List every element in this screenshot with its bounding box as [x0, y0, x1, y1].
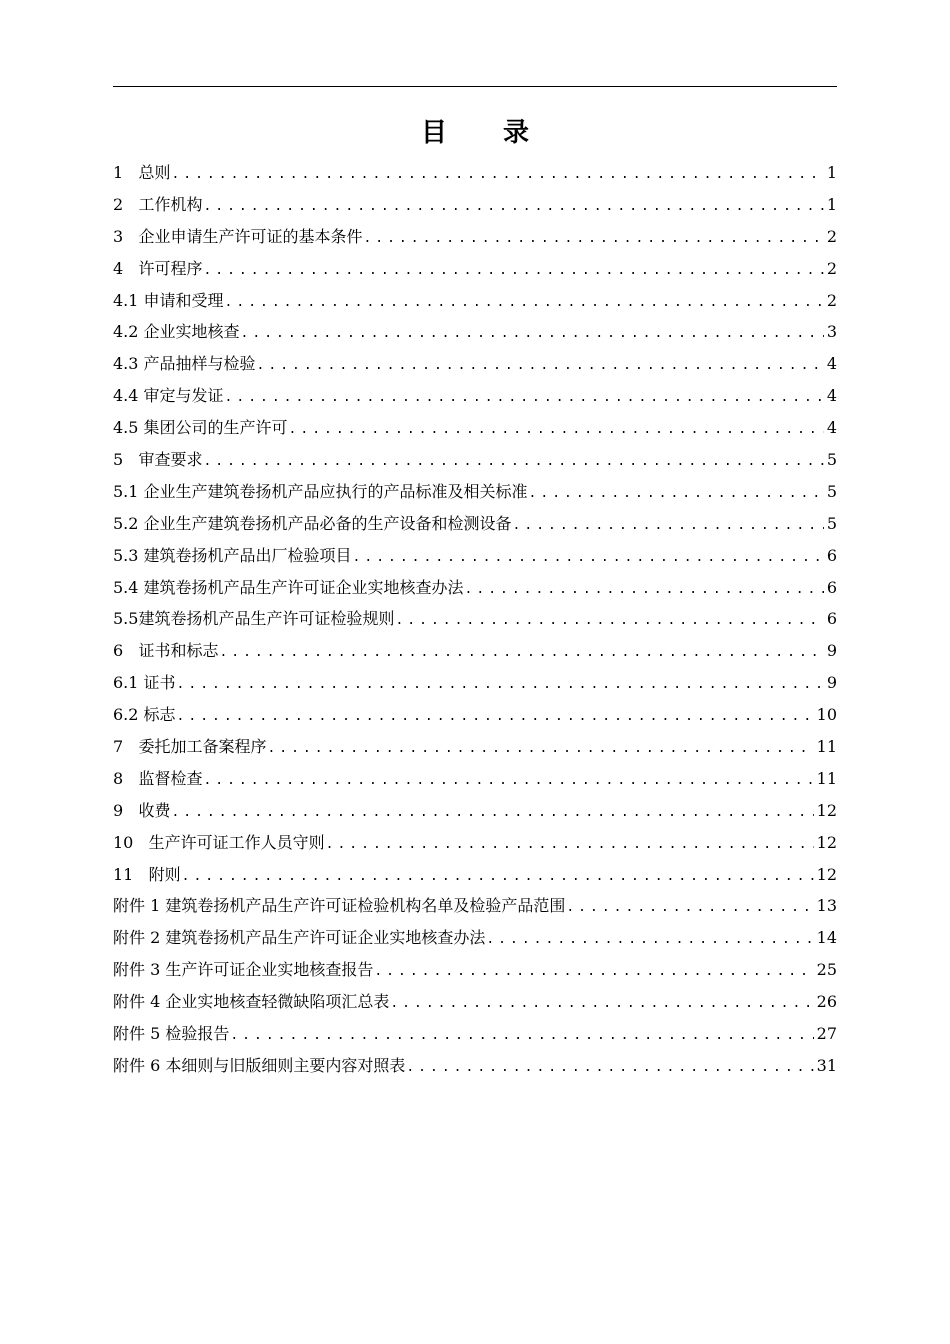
toc-page-number: 6 — [826, 545, 837, 565]
toc-entry-title: 产品抽样与检验 — [143, 354, 256, 374]
toc-entry-title: 审查要求 — [138, 450, 203, 470]
toc-page-number: 5 — [826, 513, 837, 533]
toc-entry[interactable] — [113, 380, 837, 412]
toc-entry[interactable] — [113, 412, 837, 444]
toc-page-number: 10 — [816, 705, 837, 725]
toc-page-number: 4 — [826, 354, 837, 374]
toc-page-number: 5 — [826, 450, 837, 470]
toc-entry-title: 工作机构 — [138, 194, 203, 214]
toc-dot-leader — [289, 414, 824, 444]
toc-dot-leader — [203, 765, 813, 795]
toc-dot-leader — [465, 574, 824, 604]
toc-page-number: 4 — [826, 418, 837, 438]
toc-entry-title: 建筑卷扬机产品生产许可证企业实地核查办法 — [143, 577, 464, 597]
toc-dot-leader — [219, 637, 823, 667]
toc-dot-leader — [171, 159, 823, 189]
toc-entry[interactable] — [113, 540, 837, 572]
toc-entry[interactable] — [113, 253, 837, 285]
toc-entry-number: 5.5 — [113, 609, 139, 629]
toc-entry-title: 委托加工备案程序 — [138, 737, 267, 757]
toc-entry-number: 5.1 — [113, 481, 144, 501]
toc-entry-title: 附件 5 检验报告 — [113, 1024, 230, 1044]
toc-page-number: 12 — [816, 800, 837, 820]
toc-entry[interactable] — [113, 699, 837, 731]
toc-page-number: 12 — [816, 832, 837, 852]
toc-entry-number: 4.4 — [113, 386, 144, 406]
toc-entry-number: 5.2 — [113, 513, 144, 533]
title-char-1: 目 — [420, 118, 447, 148]
toc-dot-leader — [177, 669, 824, 699]
toc-entry-number: 4.1 — [113, 290, 144, 310]
toc-entry[interactable] — [113, 572, 837, 604]
toc-entry-number: 5 — [113, 450, 139, 470]
toc-entry-number: 2 — [113, 194, 139, 214]
toc-entry-title: 建筑卷扬机产品出厂检验项目 — [143, 545, 352, 565]
toc-dot-leader — [177, 701, 814, 731]
toc-entry[interactable] — [113, 890, 837, 922]
toc-dot-leader — [203, 191, 823, 221]
toc-entry-title: 集团公司的生产许可 — [143, 418, 288, 438]
toc-entry-title: 企业生产建筑卷扬机产品必备的生产设备和检测设备 — [143, 513, 512, 533]
toc-entry-title: 标志 — [143, 705, 176, 725]
toc-page-number: 26 — [816, 992, 837, 1012]
toc-dot-leader — [171, 797, 813, 827]
toc-dot-leader — [566, 892, 813, 922]
toc-entry-number: 6.1 — [113, 673, 144, 693]
toc-page-number: 9 — [826, 673, 837, 693]
toc-entry-title: 附件 3 生产许可证企业实地核查报告 — [113, 960, 374, 980]
toc-page-number: 6 — [826, 577, 837, 597]
title-char-2: 录 — [503, 118, 530, 148]
toc-page-number: 25 — [816, 960, 837, 980]
toc-page-number: 11 — [816, 768, 837, 788]
toc-page-number: 2 — [826, 258, 837, 278]
toc-dot-leader — [203, 446, 823, 476]
toc-page-number: 9 — [826, 641, 837, 661]
table-of-contents — [113, 157, 837, 1082]
toc-entry[interactable] — [113, 635, 837, 667]
header-rule — [113, 86, 837, 87]
toc-page-number: 6 — [826, 609, 837, 629]
toc-entry-number: 6.2 — [113, 705, 144, 725]
toc-entry[interactable] — [113, 189, 837, 221]
toc-entry[interactable] — [113, 603, 837, 635]
toc-page-number: 11 — [816, 737, 837, 757]
toc-entry-number: 5.4 — [113, 577, 144, 597]
toc-dot-leader — [203, 255, 823, 285]
toc-entry[interactable] — [113, 795, 837, 827]
toc-entry[interactable] — [113, 922, 837, 954]
toc-dot-leader — [257, 350, 824, 380]
toc-dot-leader — [225, 382, 824, 412]
toc-entry-number: 7 — [113, 737, 139, 757]
toc-entry-number: 4.2 — [113, 322, 144, 342]
toc-entry-title: 附件 6 本细则与旧版细则主要内容对照表 — [113, 1055, 406, 1075]
toc-dot-leader — [390, 988, 813, 1018]
toc-entry[interactable] — [113, 731, 837, 763]
toc-entry-title: 附件 2 建筑卷扬机产品生产许可证企业实地核查办法 — [113, 928, 486, 948]
toc-entry-title: 生产许可证工作人员守则 — [148, 832, 325, 852]
toc-page-number: 2 — [826, 290, 837, 310]
toc-page-number: 5 — [826, 481, 837, 501]
toc-entry[interactable] — [113, 221, 837, 253]
toc-entry-title: 附件 4 企业实地核查轻微缺陷项汇总表 — [113, 992, 390, 1012]
toc-entry[interactable] — [113, 827, 837, 859]
toc-entry-title: 申请和受理 — [143, 290, 224, 310]
toc-entry[interactable] — [113, 157, 837, 189]
toc-entry-title: 企业申请生产许可证的基本条件 — [138, 226, 363, 246]
toc-entry-title: 审定与发证 — [143, 386, 224, 406]
toc-dot-leader — [529, 478, 824, 508]
toc-entry-title: 附则 — [148, 864, 181, 884]
toc-dot-leader — [486, 924, 813, 954]
toc-entry[interactable] — [113, 1018, 837, 1050]
toc-page-number: 1 — [826, 163, 837, 182]
toc-entry[interactable] — [113, 444, 837, 476]
toc-entry[interactable] — [113, 1050, 837, 1082]
toc-entry[interactable] — [113, 859, 837, 891]
toc-entry-number: 8 — [113, 768, 139, 788]
toc-dot-leader — [230, 1020, 813, 1050]
toc-entry-title: 证书和标志 — [138, 641, 219, 661]
toc-dot-leader — [182, 861, 814, 891]
toc-entry-number: 9 — [113, 800, 139, 820]
toc-entry[interactable] — [113, 508, 837, 540]
toc-entry-number: 3 — [113, 226, 139, 246]
toc-dot-leader — [395, 605, 823, 635]
toc-entry[interactable] — [113, 763, 837, 795]
toc-dot-leader — [225, 287, 824, 317]
toc-dot-leader — [353, 542, 824, 572]
toc-entry-title: 附件 1 建筑卷扬机产品生产许可证检验机构名单及检验产品范围 — [113, 896, 566, 916]
toc-entry[interactable] — [113, 667, 837, 699]
toc-page-number: 27 — [816, 1024, 837, 1044]
toc-entry[interactable] — [113, 316, 837, 348]
toc-dot-leader — [513, 510, 824, 540]
toc-page-number: 31 — [816, 1055, 837, 1075]
toc-entry-number: 4 — [113, 258, 139, 278]
toc-entry[interactable] — [113, 954, 837, 986]
toc-entry[interactable] — [113, 476, 837, 508]
toc-entry-number: 4.5 — [113, 418, 144, 438]
toc-entry-title: 监督检查 — [138, 768, 203, 788]
toc-entry-number: 11 — [113, 864, 149, 884]
toc-entry-number: 6 — [113, 641, 139, 661]
toc-page-number: 2 — [826, 226, 837, 246]
toc-entry-title: 企业生产建筑卷扬机产品应执行的产品标准及相关标准 — [143, 481, 528, 501]
toc-entry[interactable] — [113, 986, 837, 1018]
toc-dot-leader — [374, 956, 813, 986]
toc-entry-title: 许可程序 — [138, 258, 203, 278]
toc-page-number: 4 — [826, 386, 837, 406]
page-title — [113, 116, 837, 150]
toc-entry-number: 1 — [113, 163, 139, 182]
toc-entry-number: 4.3 — [113, 354, 144, 374]
toc-dot-leader — [326, 829, 814, 859]
toc-page-number: 13 — [816, 896, 837, 916]
toc-entry[interactable] — [113, 348, 837, 380]
toc-page-number: 3 — [826, 322, 837, 342]
toc-dot-leader — [267, 733, 813, 763]
toc-entry-number: 5.3 — [113, 545, 144, 565]
toc-entry[interactable] — [113, 285, 837, 317]
toc-page-number: 12 — [816, 864, 837, 884]
toc-entry-title: 证书 — [143, 673, 176, 693]
toc-entry-title: 建筑卷扬机产品生产许可证检验规则 — [138, 609, 395, 629]
toc-dot-leader — [241, 318, 824, 348]
toc-entry-number: 10 — [113, 832, 149, 852]
toc-entry-title: 总则 — [138, 163, 171, 182]
toc-page-number: 1 — [826, 194, 837, 214]
toc-page-number: 14 — [816, 928, 837, 948]
toc-dot-leader — [406, 1052, 813, 1082]
toc-dot-leader — [363, 223, 823, 253]
toc-entry-title: 收费 — [138, 800, 171, 820]
toc-entry-title: 企业实地核查 — [143, 322, 240, 342]
